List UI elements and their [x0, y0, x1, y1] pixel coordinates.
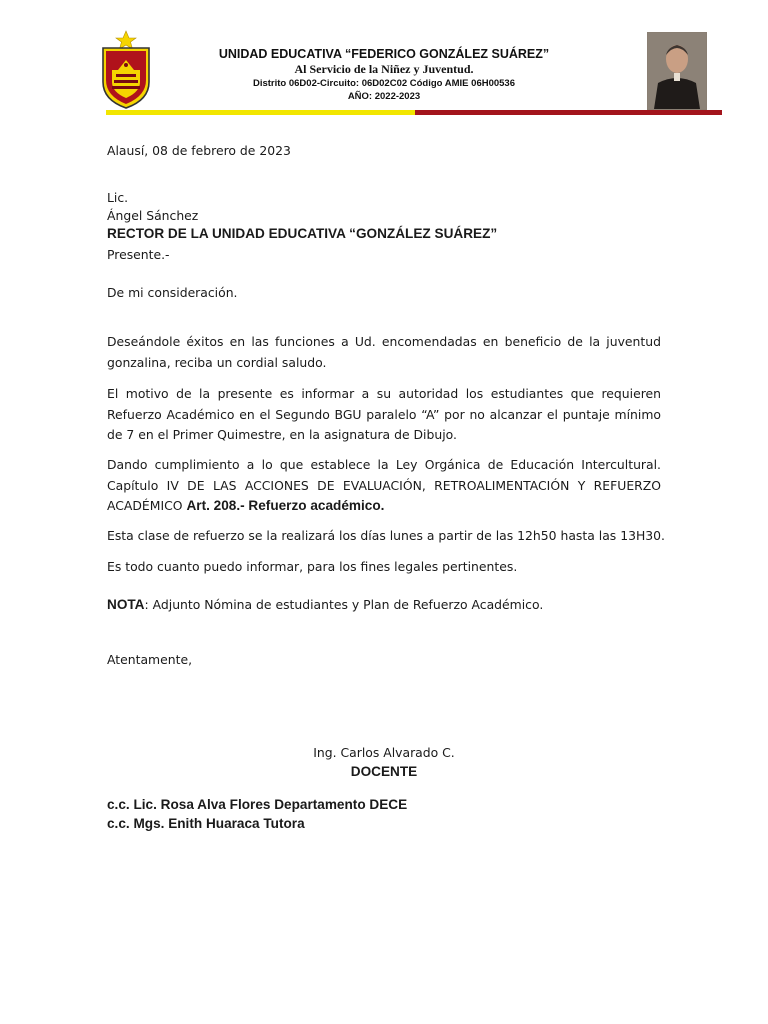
header-band-red	[415, 110, 722, 115]
recipient-title: Lic.	[107, 190, 129, 205]
district-info: Distrito 06D02-Circuito: 06D02C02 Código AMIE 06H00536	[252, 78, 516, 89]
school-year: AÑO: 2022-2023	[347, 91, 421, 102]
school-motto: Al Servicio de la Niñez y Juventud.	[294, 62, 474, 76]
recipient-position: RECTOR DE LA UNIDAD EDUCATIVA “GONZÁLEZ SUÁREZ”	[107, 226, 498, 241]
salutation: De mi consideración.	[107, 285, 238, 300]
presente: Presente.-	[107, 247, 170, 262]
paragraph-purpose: El motivo de la presente es informar a su autoridad los estudiantes que requieren Refuerzo Académico en el Segundo BGU paralelo “A” por no alcanzar el puntaje mínimo de 7 en el Primer Quimestre, en la asignatura de Dibujo.	[107, 386, 661, 442]
recipient-name: Ángel Sánchez	[107, 208, 199, 223]
nota-text: : Adjunto Nómina de estudiantes y Plan de Refuerzo Académico.	[144, 597, 544, 612]
school-crest-icon	[98, 30, 156, 110]
signer-role: DOCENTE	[350, 764, 418, 779]
law-text: Dando cumplimiento a lo que establece la Ley Orgánica de Educación Intercultural. Capítulo IV DE LAS ACCIONES DE EVALUACIÓN, RETROALIMENTACIÓN Y REFUERZO ACADÉMICO	[107, 457, 661, 513]
place-date: Alausí, 08 de febrero de 2023	[107, 143, 291, 158]
letterhead	[190, 46, 578, 103]
paragraph-greeting: Deseándole éxitos en las funciones a Ud. encomendadas en beneficio de la juventud gonzalina, reciba un cordial saludo.	[107, 334, 661, 370]
paragraph-law	[107, 455, 661, 517]
cc-dece: c.c. Lic. Rosa Alva Flores Departamento DECE	[107, 797, 408, 812]
school-name: UNIDAD EDUCATIVA “FEDERICO GONZÁLEZ SUÁREZ”	[218, 47, 550, 61]
nota-label: NOTA	[107, 597, 145, 612]
paragraph-closing-note: Es todo cuanto puedo informar, para los fines legales pertinentes.	[107, 559, 518, 574]
founder-portrait	[647, 32, 707, 110]
nota	[107, 595, 543, 616]
header-band-yellow	[106, 110, 415, 115]
article-reference: Art. 208.- Refuerzo académico.	[186, 498, 385, 513]
closing: Atentamente,	[107, 652, 193, 667]
cc-tutor: c.c. Mgs. Enith Huaraca Tutora	[107, 816, 305, 831]
portrait-image	[648, 33, 706, 109]
signer-name: Ing. Carlos Alvarado C.	[313, 745, 455, 760]
paragraph-schedule: Esta clase de refuerzo se la realizará los días lunes a partir de las 12h50 hasta las 13H30.	[107, 528, 665, 543]
